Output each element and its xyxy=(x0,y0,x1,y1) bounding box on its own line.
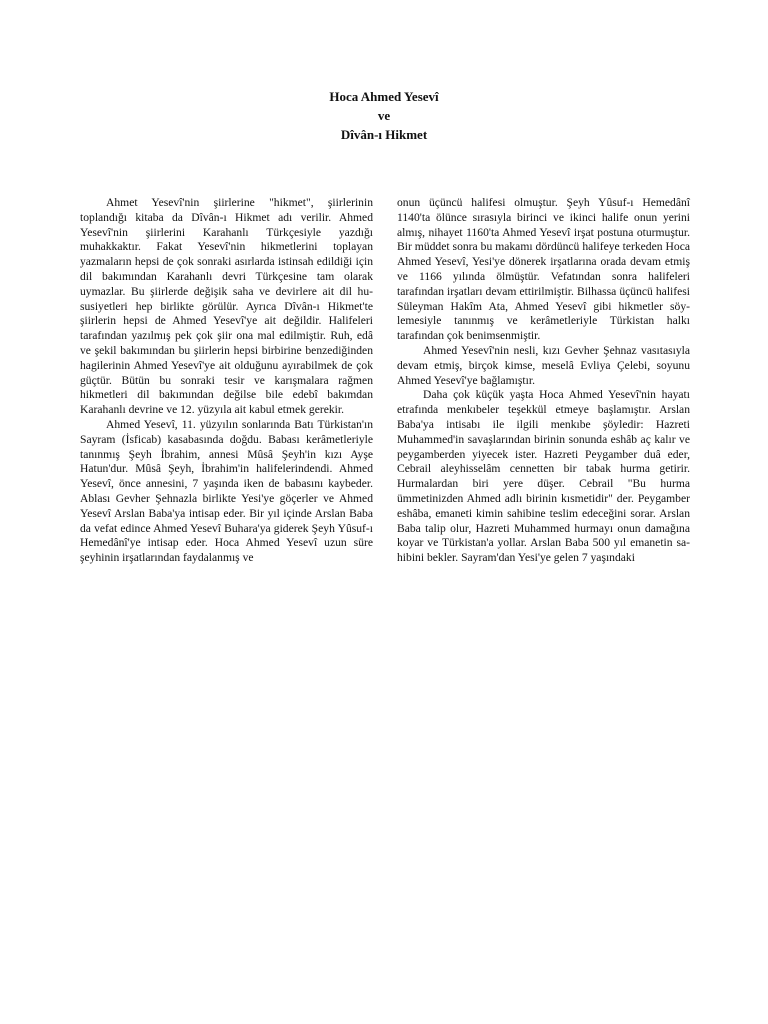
right-paragraph-3: Daha çok küçük yaşta Hoca Ahmed Yesevî'nin hayatı etrafında menkıbeler teşekkül etmeye başlamıştır. Arslan Baba'ya intisabı ile ilgili menkıbe şöyledir: Hazreti Muhammed'in savaşlarından birinin sonunda eshâb aç kalır ve peygamberden yiyecek ister. Hazreti Peygamber duâ eder, Cebrail aleyhisselâm cennetten bir tabak hurma getirir. Hurmalardan biri yere düşer. Cebrail "Bu hurma ümmetinizden Ahmed adlı birinin kısmetidir" der. Peygamber eshâba, emaneti kimin sahibine teslim edeceğini sorar. Arslan Baba talip olur, Hazreti Muhammed hurmayı onun damağına koyar ve Türkistan'a yollar. Arslan Baba 500 yıl emanetin sahibini bekler. Sayram'dan Yesi'ye gelen 7 yaşındaki xyxy=(397,388,690,565)
right-paragraph-2: Ahmed Yesevî'nin nesli, kızı Gevher Şehnaz vasıtasıyla devam etmiş, birçok kimse, meselâ Evliya Çelebi, soyunu Ahmed Yesevî'ye bağlamıştır. xyxy=(397,343,690,387)
title-line-2: ve xyxy=(377,108,391,123)
title-line-1: Hoca Ahmed Yesevî xyxy=(329,89,439,104)
document-title xyxy=(0,87,768,144)
left-paragraph-2: Ahmed Yesevî, 11. yüzyılın sonlarında Batı Türkistan'ın Sayram (İsficab) kasabasında doğdu. Babası kerâmetleriyle tanınmış Şeyh İbrahim, annesi Mûsâ Şeyh'in kızı Ayşe Hatun'dur. Mûsâ Şeyh, İbrahim'in halifelerindendi. Ahmed Yesevî, önce annesini, 7 yaşında iken de babasını kaybeder. Ablası Gevher Şehnazla birlikte Yesi'ye göçerler ve Ahmed Yesevî Arslan Baba'ya intisap eder. Bir yıl içinde Arslan Baba da vefat edince Ahmed Yesevî Buhara'ya giderek Şeyh Yûsuf-ı Hemedânî'ye intisap eder. Hoca Ahmed Yesevî uzun süre şeyhinin irşatlarından faydalanmış ve xyxy=(80,417,373,565)
right-column xyxy=(397,196,690,566)
left-paragraph-1: Ahmet Yesevî'nin şiirlerine "hikmet", şiirlerinin toplandığı kitaba da Dîvân-ı Hikmet adı verilir. Ahmed Yesevî'nin şiirlerini Karahanlı Türkçesiyle yazdığı muhakkaktır. Fakat Yesevî'nin hikmetlerini toplayan yazmaların hepsi de çok sonraki asırlarda istinsah edildiği için dil bakımından Karahanlı devri Türkçesine tam olarak uymazlar. Bu şiirlerde değişik saha ve devirlere ait dil hususiyetleri hep birlikte görülür. Ayrıca Dîvân-ı Hikmet'te şiirlerin hepsi de Ahmed Yesevî'ye ait değildir. Halifeleri tarafından yazılmış pek çok şiir ona mal edilmiştir. Ruh, edâ ve şekil bakımından bu şiirlerin hepsi birbirine benzediğinden hagilerinin Ahmed Yesevî'ye ait olduğunu ayırabilmek de çok güçtür. Bütün bu sonraki tesir ve karışmalara rağmen hikmetleri dil bakımından değilse bile edebî bakımdan Karahanlı devrine ve 12. yüzyıla ait kabul etmek gerekir. xyxy=(80,196,373,417)
right-paragraph-1: onun üçüncü halifesi olmuştur. Şeyh Yûsuf-ı Hemedânî 1140'ta ölünce sırasıyla birinci ve ikinci halife onun yerini almış, nihayet 1160'ta Ahmed Yesevî irşat postuna oturmuştur. Bir müddet sonra bu makamı dördüncü halifeye terkeden Hoca Ahmed Yesevî, Yesi'ye dönerek irşatlarına orada devam etmiş ve 1166 yılında ölmüştür. Vefatından sonra halifeleri tarafından irşatları devam ettirilmiştir. Bilhassa üçüncü halifesi Süleyman Hakîm Ata, Ahmed Yesevî gibi hikmetler söylemesiyle tanınmış ve kerâmetleriyle Türkistan halkı tarafından çok benimsenmiştir. xyxy=(397,196,690,343)
title-line-3: Dîvân-ı Hikmet xyxy=(340,127,428,142)
text-columns xyxy=(80,196,690,566)
left-column xyxy=(80,196,373,566)
